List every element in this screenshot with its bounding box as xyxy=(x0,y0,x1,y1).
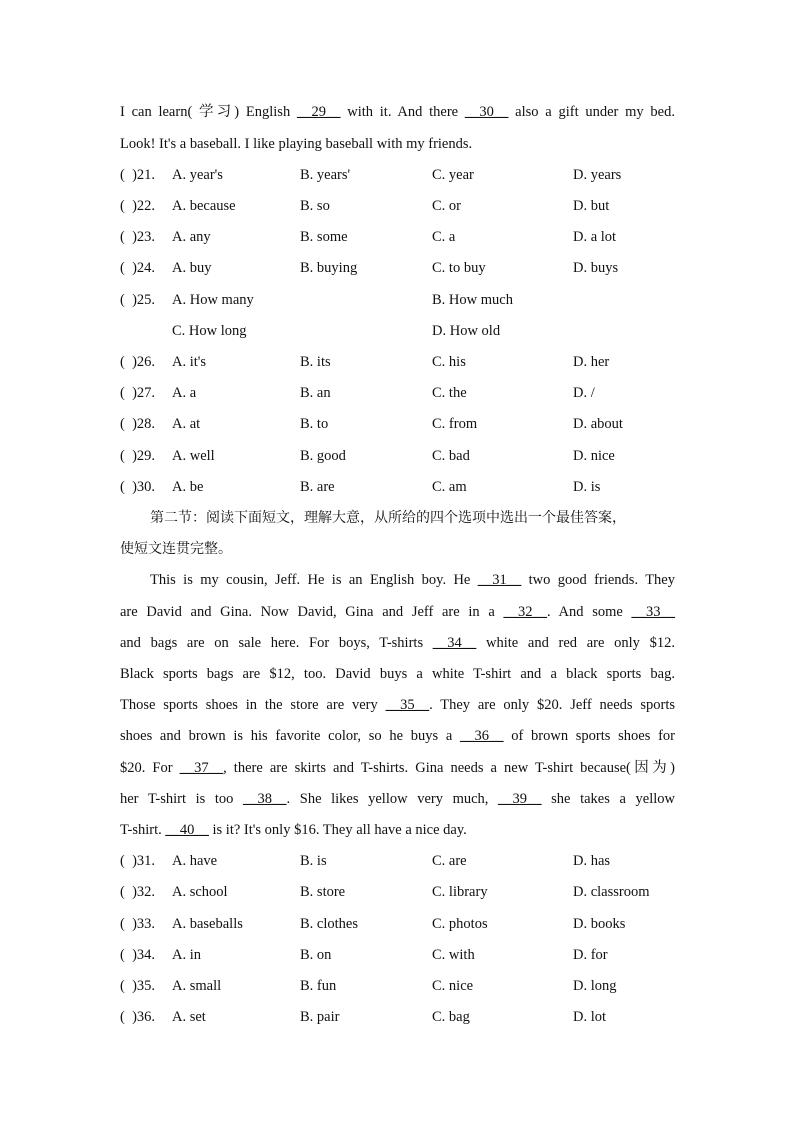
blank-38: __38__ xyxy=(243,791,287,807)
option-a[interactable]: A. in xyxy=(172,947,201,963)
option-b[interactable]: B. buying xyxy=(300,260,358,276)
option-c[interactable]: C. am xyxy=(432,479,467,495)
option-b[interactable]: B. pair xyxy=(300,1009,340,1025)
option-a[interactable]: A. well xyxy=(172,448,215,464)
option-d[interactable]: D. nice xyxy=(573,448,615,464)
question-number: ( )35. xyxy=(120,978,156,994)
option-a[interactable]: A. at xyxy=(172,416,201,432)
passage2-line-1 xyxy=(150,570,675,590)
option-b[interactable]: B. its xyxy=(300,354,331,370)
option-c[interactable]: C. with xyxy=(432,947,475,963)
option-b[interactable]: B. years' xyxy=(300,167,351,183)
option-a[interactable]: A. have xyxy=(172,853,218,869)
question-row-25 xyxy=(120,290,680,310)
option-d[interactable]: D. buys xyxy=(573,260,619,276)
option-a[interactable]: A. school xyxy=(172,884,228,900)
option-d[interactable]: D. books xyxy=(573,916,626,932)
option-c[interactable]: C. year xyxy=(432,167,474,183)
option-d[interactable]: D. her xyxy=(573,354,610,370)
question-row-21 xyxy=(120,165,680,185)
option-c[interactable]: C. How long xyxy=(172,323,247,339)
question-row-34 xyxy=(120,945,680,965)
passage2-line-9 xyxy=(120,820,675,840)
option-b[interactable]: B. to xyxy=(300,416,329,432)
question-number: ( )33. xyxy=(120,916,156,932)
passage2-line-3 xyxy=(120,633,675,653)
option-d[interactable]: D. years xyxy=(573,167,622,183)
option-c[interactable]: C. bad xyxy=(432,448,470,464)
blank-31: __31__ xyxy=(477,572,522,588)
option-d[interactable]: D. but xyxy=(573,198,610,214)
question-row-32 xyxy=(120,882,680,902)
option-a[interactable]: A. any xyxy=(172,229,211,245)
question-number: ( )24. xyxy=(120,260,156,276)
blank-35: __35__ xyxy=(385,697,430,713)
question-number: ( )31. xyxy=(120,853,156,869)
section-2-heading: 第二节：阅读下面短文，理解大意，从所给的四个选项中选出一个最佳答案， xyxy=(150,510,626,526)
option-b[interactable]: B. is xyxy=(300,853,327,869)
option-b[interactable]: B. good xyxy=(300,448,346,464)
question-row-31 xyxy=(120,851,680,871)
option-b[interactable]: B. How much xyxy=(432,292,513,308)
text: with it. And there xyxy=(340,104,465,120)
question-row-24 xyxy=(120,258,680,278)
text: Those sports shoes in the store are very xyxy=(120,697,386,713)
passage2-line-7 xyxy=(120,758,675,778)
text: This is my cousin, Jeff. He is an English boy. He xyxy=(150,572,478,588)
text: . And some xyxy=(547,604,632,620)
question-number: ( )22. xyxy=(120,198,156,214)
question-number: ( )23. xyxy=(120,229,156,245)
option-b[interactable]: B. an xyxy=(300,385,331,401)
option-c[interactable]: C. photos xyxy=(432,916,488,932)
option-a[interactable]: A. be xyxy=(172,479,204,495)
option-d[interactable]: D. classroom xyxy=(573,884,650,900)
passage2-line-2 xyxy=(120,602,675,622)
option-c[interactable]: C. the xyxy=(432,385,467,401)
option-a[interactable]: A. small xyxy=(172,978,222,994)
option-a[interactable]: A. a xyxy=(172,385,197,401)
question-number: ( )26. xyxy=(120,354,156,370)
option-c[interactable]: C. nice xyxy=(432,978,474,994)
blank-29: __29__ xyxy=(296,104,341,120)
text: I can learn( 学习) English xyxy=(120,104,297,120)
option-c[interactable]: C. bag xyxy=(432,1009,470,1025)
text: . They are only $20. Jeff needs sports xyxy=(429,697,675,713)
question-row-29 xyxy=(120,446,680,466)
option-b[interactable]: B. fun xyxy=(300,978,337,994)
question-row-36 xyxy=(120,1007,680,1027)
question-number: ( )25. xyxy=(120,292,156,308)
question-row-25-continued xyxy=(120,321,680,341)
option-d[interactable]: D. a lot xyxy=(573,229,617,245)
option-a[interactable]: A. buy xyxy=(172,260,212,276)
option-b[interactable]: B. on xyxy=(300,947,332,963)
question-number: ( )34. xyxy=(120,947,156,963)
text: . She likes yellow very much, xyxy=(286,791,499,807)
text: is it? It's only $16. They all have a nice day. xyxy=(208,822,467,838)
option-a[interactable]: A. set xyxy=(172,1009,206,1025)
option-d[interactable]: D. for xyxy=(573,947,608,963)
option-c[interactable]: C. are xyxy=(432,853,467,869)
text: shoes and brown is his favorite color, so he buys a xyxy=(120,728,461,744)
option-d[interactable]: D. about xyxy=(573,416,623,432)
question-number: ( )29. xyxy=(120,448,156,464)
passage2-line-5 xyxy=(120,695,675,715)
option-b[interactable]: B. store xyxy=(300,884,346,900)
blank-39: __39__ xyxy=(498,791,542,807)
option-d[interactable]: D. long xyxy=(573,978,617,994)
option-d[interactable]: D. / xyxy=(573,385,595,401)
option-a[interactable]: A. year's xyxy=(172,167,223,183)
blank-32: __32__ xyxy=(503,604,547,620)
blank-33: __33__ xyxy=(631,604,675,620)
text: two good friends. They xyxy=(521,572,675,588)
section-2-heading-continued: 使短文连贯完整。 xyxy=(120,541,232,557)
text: also a gift under my bed. xyxy=(508,104,675,120)
option-a[interactable]: A. because xyxy=(172,198,236,214)
passage2-line-8 xyxy=(120,789,675,809)
blank-37: __37__ xyxy=(179,760,224,776)
question-number: ( )27. xyxy=(120,385,156,401)
text: , there are skirts and T-shirts. Gina needs a new T-shirt because(因为) xyxy=(223,760,675,776)
passage1-line-1 xyxy=(120,102,675,122)
option-a[interactable]: A. it's xyxy=(172,354,207,370)
option-c[interactable]: C. a xyxy=(432,229,456,245)
option-d[interactable]: D. lot xyxy=(573,1009,607,1025)
question-number: ( )36. xyxy=(120,1009,156,1025)
text: and bags are on sale here. For boys, T-shirts xyxy=(120,635,433,651)
question-row-27 xyxy=(120,383,680,403)
question-number: ( )28. xyxy=(120,416,156,432)
text: her T-shirt is too xyxy=(120,791,244,807)
passage1-line-2: Look! It's a baseball. I like playing baseball with my friends. xyxy=(120,136,473,152)
option-a[interactable]: A. How many xyxy=(172,292,254,308)
question-row-35 xyxy=(120,976,680,996)
question-row-28 xyxy=(120,414,680,434)
option-d[interactable]: D. has xyxy=(573,853,611,869)
text: of brown sports shoes for xyxy=(503,728,675,744)
option-a[interactable]: A. baseballs xyxy=(172,916,243,932)
question-number: ( )32. xyxy=(120,884,156,900)
option-b[interactable]: B. so xyxy=(300,198,330,214)
blank-36: __36__ xyxy=(460,728,504,744)
question-row-33 xyxy=(120,914,680,934)
question-row-23 xyxy=(120,227,680,247)
text: are David and Gina. Now David, Gina and Jeff are in a xyxy=(120,604,504,620)
option-d[interactable]: D. How old xyxy=(432,323,501,339)
option-b[interactable]: B. some xyxy=(300,229,348,245)
text: she takes a yellow xyxy=(541,791,675,807)
question-row-26 xyxy=(120,352,680,372)
question-row-30 xyxy=(120,477,680,497)
option-c[interactable]: C. to buy xyxy=(432,260,486,276)
text: T-shirt. xyxy=(120,822,166,838)
option-c[interactable]: C. or xyxy=(432,198,461,214)
option-c[interactable]: C. library xyxy=(432,884,488,900)
passage2-line-4: Black sports bags are $12, too. David buys a white T-shirt and a black sports bag. xyxy=(120,666,675,682)
option-d[interactable]: D. is xyxy=(573,479,601,495)
text: $20. For xyxy=(120,760,180,776)
question-number: ( )21. xyxy=(120,167,156,183)
blank-34: __34__ xyxy=(432,635,477,651)
question-row-22 xyxy=(120,196,680,216)
question-number: ( )30. xyxy=(120,479,156,495)
option-b[interactable]: B. are xyxy=(300,479,335,495)
option-c[interactable]: C. from xyxy=(432,416,478,432)
option-c[interactable]: C. his xyxy=(432,354,466,370)
text: white and red are only $12. xyxy=(476,635,675,651)
option-b[interactable]: B. clothes xyxy=(300,916,358,932)
blank-40: __40__ xyxy=(165,822,209,838)
passage2-line-6 xyxy=(120,726,675,746)
blank-30: __30__ xyxy=(464,104,509,120)
